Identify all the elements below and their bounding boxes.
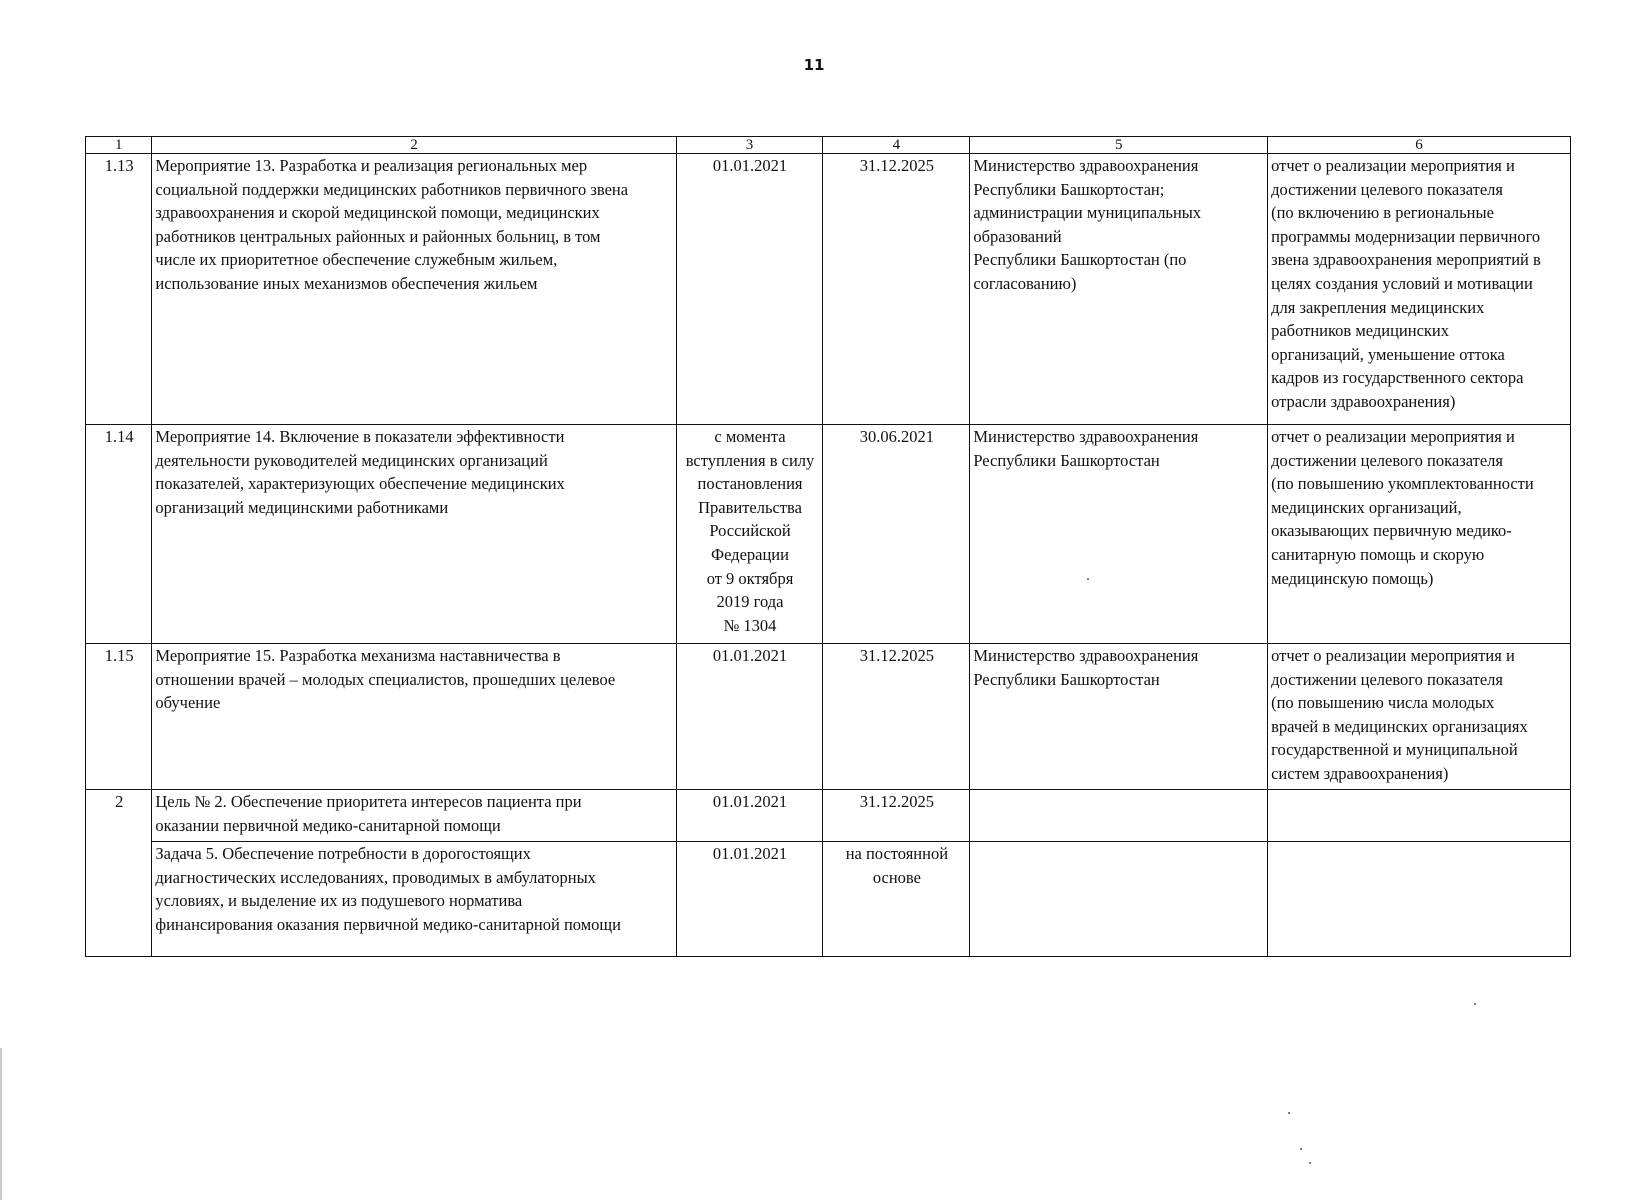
column-header: 5: [970, 137, 1268, 154]
event-description: Мероприятие 14. Включение в показатели эффективности деятельности руководителей медицинских организаций показателей, характеризующих обеспечение медицинских организаций медицинскими работниками: [152, 425, 676, 644]
start-date: 01.01.2021: [676, 644, 823, 790]
table-row: [86, 154, 1571, 425]
table-row: [86, 790, 1571, 842]
scan-speck: [1309, 1162, 1311, 1164]
activities-table: [85, 136, 1571, 957]
responsible-executor: [970, 842, 1268, 957]
scan-speck: [1087, 578, 1089, 580]
column-header: 6: [1268, 137, 1571, 154]
start-date: с момента вступления в силу постановления Правительства Российской Федерации от 9 октября 2019 года № 1304: [676, 425, 823, 644]
row-number: 1.14: [86, 425, 152, 644]
page-number: 11: [803, 56, 825, 74]
responsible-executor: Министерство здравоохранения Республики Башкортостан; администрации муниципальных образований Республики Башкортостан (по согласованию): [970, 154, 1268, 425]
table-header-row: [86, 137, 1571, 154]
start-date: 01.01.2021: [676, 842, 823, 957]
end-date: 31.12.2025: [823, 644, 970, 790]
expected-result: отчет о реализации мероприятия и достижении целевого показателя (по повышению укомплектованности медицинских организаций, оказывающих первичную медико- санитарную помощь и скорую медицинскую помощь): [1268, 425, 1571, 644]
end-date: 31.12.2025: [823, 790, 970, 842]
responsible-executor: [970, 790, 1268, 842]
scan-speck: [1300, 1148, 1302, 1150]
scan-speck: [1474, 1003, 1476, 1005]
end-date: 31.12.2025: [823, 154, 970, 425]
row-number: 2: [86, 790, 152, 957]
scan-edge-artifact: [0, 1048, 2, 1200]
responsible-executor: Министерство здравоохранения Республики Башкортостан: [970, 425, 1268, 644]
event-description: Мероприятие 13. Разработка и реализация региональных мер социальной поддержки медицинских работников первичного звена здравоохранения и скорой медицинской помощи, медицинских работников центральных районных и районных больниц, в том числе их приоритетное обеспечение служебным жильем, использование иных механизмов обеспечения жильем: [152, 154, 676, 425]
end-date: 30.06.2021: [823, 425, 970, 644]
responsible-executor: Министерство здравоохранения Республики Башкортостан: [970, 644, 1268, 790]
end-date: на постоянной основе: [823, 842, 970, 957]
column-header: 2: [152, 137, 676, 154]
row-number: 1.15: [86, 644, 152, 790]
expected-result: [1268, 842, 1571, 957]
goal-description: Цель № 2. Обеспечение приоритета интересов пациента при оказании первичной медико-санитарной помощи: [152, 790, 676, 842]
start-date: 01.01.2021: [676, 790, 823, 842]
expected-result: отчет о реализации мероприятия и достижении целевого показателя (по повышению числа молодых врачей в медицинских организациях государственной и муниципальной систем здравоохранения): [1268, 644, 1571, 790]
table-row: [86, 644, 1571, 790]
column-header: 4: [823, 137, 970, 154]
expected-result: [1268, 790, 1571, 842]
task-description: Задача 5. Обеспечение потребности в дорогостоящих диагностических исследованиях, проводимых в амбулаторных условиях, и выделение их из подушевого норматива финансирования оказания первичной медико-санитарной помощи: [152, 842, 676, 957]
table-row: [86, 425, 1571, 644]
row-number: 1.13: [86, 154, 152, 425]
table-row: [86, 842, 1571, 957]
column-header: 1: [86, 137, 152, 154]
column-header: 3: [676, 137, 823, 154]
start-date: 01.01.2021: [676, 154, 823, 425]
event-description: Мероприятие 15. Разработка механизма наставничества в отношении врачей – молодых специалистов, прошедших целевое обучение: [152, 644, 676, 790]
expected-result: отчет о реализации мероприятия и достижении целевого показателя (по включению в региональные программы модернизации первичного звена здравоохранения мероприятий в целях создания условий и мотивации для закрепления медицинских работников медицинских организаций, уменьшение оттока кадров из государственного сектора отрасли здравоохранения): [1268, 154, 1571, 425]
scan-speck: [1288, 1112, 1290, 1114]
